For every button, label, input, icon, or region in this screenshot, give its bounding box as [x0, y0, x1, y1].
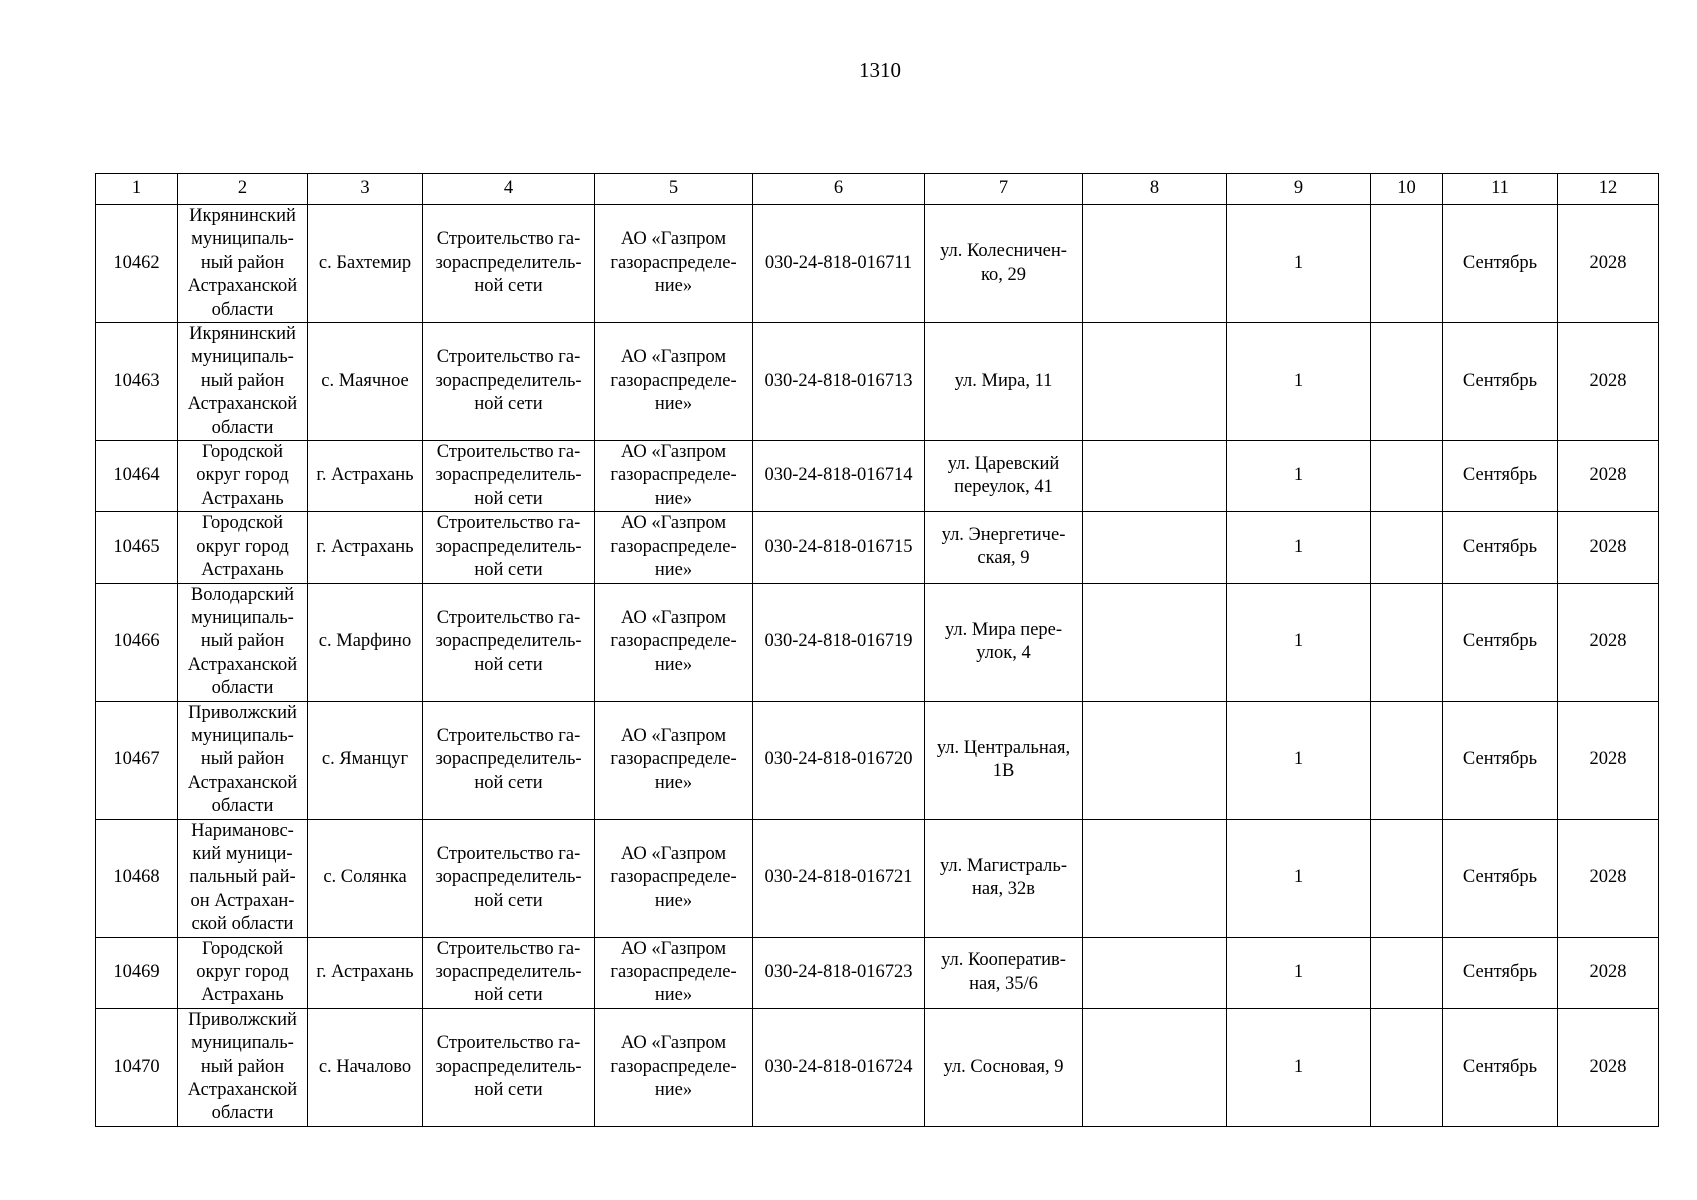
column-10-cell [1371, 583, 1443, 701]
column-8-cell [1083, 205, 1227, 323]
work-type-cell [423, 701, 595, 819]
object-code-cell-text: 030-24-818-016723 [764, 962, 913, 982]
address-cell-text: ул. Центральная, 1В [936, 737, 1071, 782]
address-cell [925, 819, 1083, 937]
locality-cell-text: с. Началово [318, 1056, 412, 1077]
column-header: 7 [925, 174, 1083, 205]
work-type-cell [423, 819, 595, 937]
quantity-cell-text: 1 [1293, 465, 1304, 486]
row-number-cell-text: 10463 [113, 370, 160, 391]
locality-cell-text: с. Солянка [323, 867, 407, 888]
month-cell [1443, 937, 1558, 1008]
year-cell [1558, 583, 1659, 701]
row-number-cell-text: 10465 [113, 536, 160, 557]
table-row [96, 205, 1659, 323]
month-cell-text: Сентябрь [1462, 749, 1538, 770]
year-cell-text: 2028 [1589, 1056, 1627, 1077]
year-cell-text: 2028 [1589, 631, 1627, 652]
year-cell [1558, 323, 1659, 441]
quantity-cell-text: 1 [1293, 536, 1304, 557]
organization-cell [595, 1008, 753, 1126]
object-code-cell [753, 512, 925, 583]
row-number-cell-text: 10466 [113, 631, 160, 652]
quantity-cell-text: 1 [1293, 1056, 1304, 1077]
district-cell [178, 205, 308, 323]
column-header: 9 [1227, 174, 1371, 205]
district-cell-text: Володарский муниципаль- ный район Астраханской области [187, 584, 298, 699]
organization-cell [595, 937, 753, 1008]
address-cell [925, 1008, 1083, 1126]
year-cell-text: 2028 [1589, 252, 1627, 273]
work-type-cell-text: Строительство га- зораспределитель- ной сети [435, 843, 582, 911]
row-number-cell-text: 10464 [113, 465, 160, 486]
district-cell-text: Приволжский муниципаль- ный район Астраханской области [187, 1009, 298, 1124]
quantity-cell-text: 1 [1293, 962, 1304, 982]
work-type-cell-text: Строительство га- зораспределитель- ной сети [435, 938, 582, 1006]
month-cell-text: Сентябрь [1462, 1056, 1538, 1077]
month-cell [1443, 1008, 1558, 1126]
year-cell-text: 2028 [1589, 536, 1627, 557]
column-8-cell [1083, 937, 1227, 1008]
address-cell-text: ул. Кооператив- ная, 35/6 [941, 950, 1066, 994]
work-type-cell [423, 1008, 595, 1126]
row-number-cell-text: 10462 [113, 252, 160, 273]
address-cell [925, 205, 1083, 323]
locality-cell-text: г. Астрахань [316, 465, 414, 486]
locality-cell-text: г. Астрахань [316, 536, 414, 557]
table-row [96, 512, 1659, 583]
object-code-cell [753, 819, 925, 937]
district-cell-text: Икрянинский муниципаль- ный район Астраханской области [187, 206, 298, 320]
district-cell [178, 701, 308, 819]
object-code-cell-text: 030-24-818-016713 [764, 370, 913, 391]
district-cell [178, 937, 308, 1008]
column-10-cell [1371, 1008, 1443, 1126]
column-8-cell [1083, 441, 1227, 512]
year-cell [1558, 701, 1659, 819]
organization-cell [595, 583, 753, 701]
month-cell [1443, 701, 1558, 819]
month-cell-text: Сентябрь [1462, 370, 1538, 391]
organization-cell [595, 441, 753, 512]
work-type-cell-text: Строительство га- зораспределитель- ной сети [435, 725, 582, 793]
address-cell-text: ул. Мира пере- улок, 4 [944, 619, 1063, 664]
year-cell [1558, 819, 1659, 937]
month-cell-text: Сентябрь [1462, 631, 1538, 652]
row-number-cell-text: 10469 [113, 962, 160, 982]
quantity-cell [1227, 701, 1371, 819]
table-row [96, 819, 1659, 937]
month-cell-text: Сентябрь [1462, 867, 1538, 888]
object-code-cell-text: 030-24-818-016720 [764, 749, 913, 770]
work-type-cell-text: Строительство га- зораспределитель- ной сети [435, 513, 582, 581]
object-code-cell [753, 441, 925, 512]
column-10-cell [1371, 937, 1443, 1008]
quantity-cell [1227, 937, 1371, 1008]
address-cell [925, 512, 1083, 583]
year-cell [1558, 441, 1659, 512]
quantity-cell [1227, 512, 1371, 583]
organization-cell-text: АО «Газпром газораспределе- ние» [610, 725, 737, 793]
month-cell-text: Сентябрь [1462, 536, 1538, 557]
district-cell [178, 441, 308, 512]
locality-cell-text: с. Маячное [321, 370, 409, 391]
organization-cell [595, 819, 753, 937]
organization-cell-text: АО «Газпром газораспределе- ние» [610, 843, 737, 911]
month-cell [1443, 512, 1558, 583]
quantity-cell [1227, 205, 1371, 323]
address-cell [925, 583, 1083, 701]
column-header: 10 [1371, 174, 1443, 205]
district-cell [178, 583, 308, 701]
column-10-cell [1371, 701, 1443, 819]
month-cell [1443, 583, 1558, 701]
quantity-cell [1227, 583, 1371, 701]
column-header: 5 [595, 174, 753, 205]
district-cell-text: Городской округ город Астрахань [196, 513, 289, 581]
district-cell-text: Приволжский муниципаль- ный район Астраханской области [187, 702, 298, 817]
row-number-cell [96, 819, 178, 937]
work-type-cell [423, 937, 595, 1008]
organization-cell-text: АО «Газпром газораспределе- ние» [610, 347, 737, 415]
address-cell-text: ул. Царевский переулок, 41 [947, 453, 1060, 498]
column-header: 8 [1083, 174, 1227, 205]
object-code-cell-text: 030-24-818-016715 [764, 536, 913, 557]
row-number-cell-text: 10468 [113, 867, 160, 888]
quantity-cell-text: 1 [1293, 631, 1304, 652]
year-cell-text: 2028 [1589, 962, 1627, 982]
address-cell-text: ул. Колесничен- ко, 29 [940, 241, 1067, 285]
organization-cell [595, 323, 753, 441]
district-cell [178, 819, 308, 937]
month-cell [1443, 441, 1558, 512]
object-code-cell-text: 030-24-818-016714 [764, 465, 913, 486]
locality-cell [308, 701, 423, 819]
column-10-cell [1371, 441, 1443, 512]
object-code-cell [753, 701, 925, 819]
table-row [96, 701, 1659, 819]
column-10-cell [1371, 512, 1443, 583]
work-type-cell-text: Строительство га- зораспределитель- ной сети [435, 347, 582, 415]
locality-cell [308, 1008, 423, 1126]
quantity-cell [1227, 819, 1371, 937]
page-number: 1310 [859, 58, 901, 82]
locality-cell-text: с. Бахтемир [318, 252, 412, 273]
year-cell [1558, 205, 1659, 323]
work-type-cell-text: Строительство га- зораспределитель- ной сети [435, 607, 582, 675]
locality-cell [308, 512, 423, 583]
work-type-cell [423, 323, 595, 441]
column-header: 4 [423, 174, 595, 205]
row-number-cell [96, 323, 178, 441]
organization-cell-text: АО «Газпром газораспределе- ние» [610, 938, 737, 1006]
row-number-cell [96, 205, 178, 323]
locality-cell [308, 583, 423, 701]
row-number-cell [96, 937, 178, 1008]
district-cell-text: Наримановс- кий муници- пальный рай- он Астрахан- ской области [189, 820, 296, 935]
locality-cell [308, 937, 423, 1008]
table-row [96, 1008, 1659, 1126]
year-cell-text: 2028 [1589, 749, 1627, 770]
object-code-cell [753, 323, 925, 441]
row-number-cell-text: 10467 [113, 749, 160, 770]
quantity-cell-text: 1 [1293, 749, 1304, 770]
column-10-cell [1371, 323, 1443, 441]
address-cell [925, 937, 1083, 1008]
organization-cell-text: АО «Газпром газораспределе- ние» [610, 442, 737, 509]
month-cell [1443, 205, 1558, 323]
quantity-cell-text: 1 [1293, 252, 1304, 273]
organization-cell [595, 205, 753, 323]
organization-cell-text: АО «Газпром газораспределе- ние» [610, 607, 737, 675]
district-cell [178, 512, 308, 583]
organization-cell-text: АО «Газпром газораспределе- ние» [610, 1033, 737, 1101]
row-number-cell [96, 583, 178, 701]
table-row [96, 441, 1659, 512]
month-cell [1443, 323, 1558, 441]
column-header: 1 [96, 174, 178, 205]
year-cell-text: 2028 [1589, 370, 1627, 391]
quantity-cell [1227, 1008, 1371, 1126]
address-cell [925, 323, 1083, 441]
quantity-cell [1227, 441, 1371, 512]
quantity-cell-text: 1 [1293, 370, 1304, 391]
column-header: 6 [753, 174, 925, 205]
row-number-cell [96, 1008, 178, 1126]
district-cell-text: Икрянинский муниципаль- ный район Астраханской области [187, 324, 298, 438]
year-cell [1558, 512, 1659, 583]
locality-cell-text: с. Яманцуг [321, 749, 409, 770]
district-cell-text: Городской округ город Астрахань [196, 442, 289, 509]
work-type-cell [423, 583, 595, 701]
address-cell [925, 441, 1083, 512]
object-code-cell [753, 1008, 925, 1126]
row-number-cell [96, 512, 178, 583]
locality-cell-text: с. Марфино [318, 631, 412, 652]
year-cell-text: 2028 [1589, 867, 1627, 888]
locality-cell [308, 205, 423, 323]
locality-cell [308, 819, 423, 937]
column-8-cell [1083, 1008, 1227, 1126]
work-type-cell-text: Строительство га- зораспределитель- ной сети [435, 442, 582, 509]
district-cell-text: Городской округ город Астрахань [196, 938, 289, 1006]
column-8-cell [1083, 819, 1227, 937]
year-cell [1558, 937, 1659, 1008]
column-8-cell [1083, 701, 1227, 819]
object-code-cell-text: 030-24-818-016724 [764, 1056, 913, 1077]
row-number-cell [96, 701, 178, 819]
column-header: 12 [1558, 174, 1659, 205]
object-code-cell-text: 030-24-818-016719 [764, 631, 913, 652]
district-cell [178, 1008, 308, 1126]
address-cell-text: ул. Сосновая, 9 [943, 1056, 1064, 1077]
column-header: 2 [178, 174, 308, 205]
object-code-cell [753, 937, 925, 1008]
locality-cell [308, 323, 423, 441]
organization-cell [595, 512, 753, 583]
table-row [96, 583, 1659, 701]
column-8-cell [1083, 583, 1227, 701]
quantity-cell-text: 1 [1293, 867, 1304, 888]
year-cell [1558, 1008, 1659, 1126]
district-cell [178, 323, 308, 441]
month-cell [1443, 819, 1558, 937]
work-type-cell-text: Строительство га- зораспределитель- ной сети [435, 1033, 582, 1101]
locality-cell-text: г. Астрахань [316, 962, 414, 982]
table-header-row [96, 174, 1659, 205]
year-cell-text: 2028 [1589, 465, 1627, 486]
month-cell-text: Сентябрь [1462, 962, 1538, 982]
row-number-cell [96, 441, 178, 512]
column-10-cell [1371, 819, 1443, 937]
quantity-cell [1227, 323, 1371, 441]
table-row [96, 937, 1659, 1008]
object-code-cell [753, 583, 925, 701]
column-header: 11 [1443, 174, 1558, 205]
object-code-cell-text: 030-24-818-016711 [764, 252, 913, 273]
organization-cell-text: АО «Газпром газораспределе- ние» [610, 229, 737, 297]
object-code-cell [753, 205, 925, 323]
column-10-cell [1371, 205, 1443, 323]
month-cell-text: Сентябрь [1462, 465, 1538, 486]
address-cell-text: ул. Энергетиче- ская, 9 [941, 524, 1066, 569]
month-cell-text: Сентябрь [1462, 252, 1538, 273]
organization-cell-text: АО «Газпром газораспределе- ние» [610, 513, 737, 581]
work-type-cell-text: Строительство га- зораспределитель- ной сети [435, 229, 582, 297]
locality-cell [308, 441, 423, 512]
address-cell [925, 701, 1083, 819]
table-row [96, 323, 1659, 441]
column-8-cell [1083, 323, 1227, 441]
address-cell-text: ул. Мира, 11 [954, 370, 1053, 391]
organization-cell [595, 701, 753, 819]
column-8-cell [1083, 512, 1227, 583]
address-cell-text: ул. Магистраль- ная, 32в [939, 855, 1068, 900]
row-number-cell-text: 10470 [113, 1056, 160, 1077]
column-header: 3 [308, 174, 423, 205]
work-type-cell [423, 205, 595, 323]
work-type-cell [423, 441, 595, 512]
work-type-cell [423, 512, 595, 583]
object-code-cell-text: 030-24-818-016721 [764, 867, 913, 888]
gas-network-table [95, 173, 1659, 1127]
